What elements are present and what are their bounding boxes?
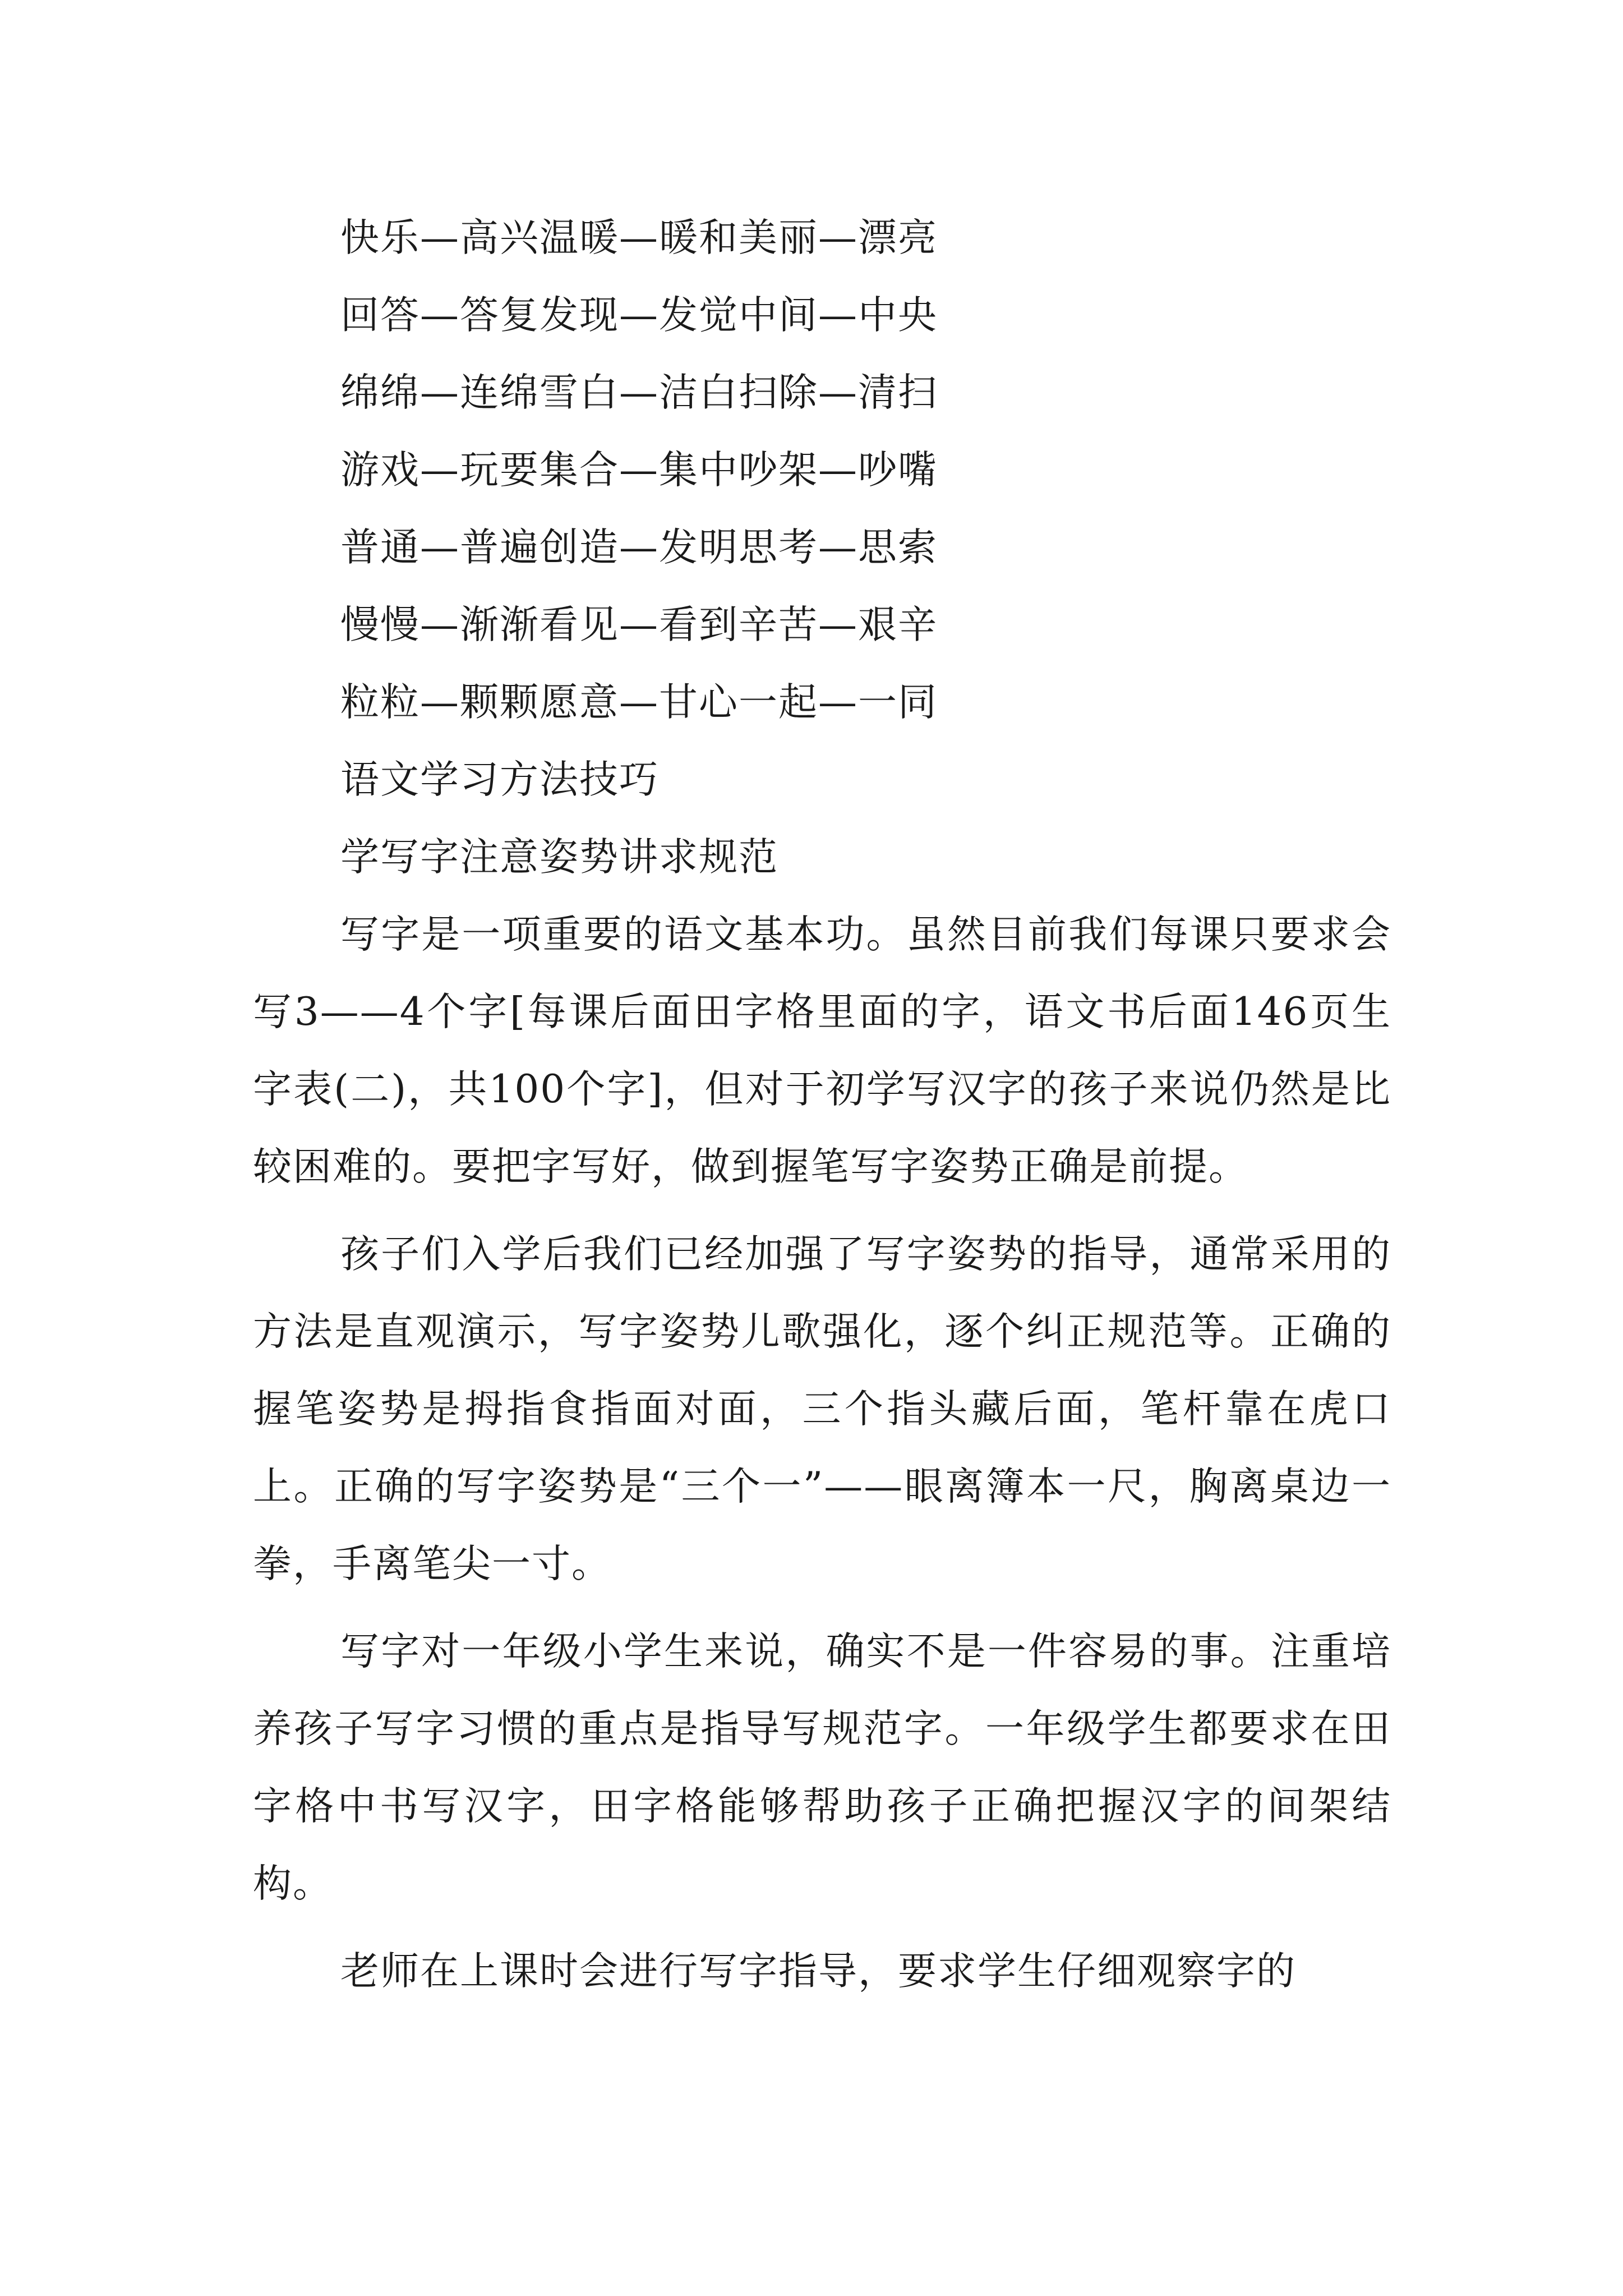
word-list-line-5: 普通—普遍创造—发明思考—思索	[340, 525, 938, 570]
section-subtitle: 学写字注意姿势讲求规范	[340, 835, 778, 880]
paragraph-2: 孩子们入学后我们已经加强了写字姿势的指导，通常采用的方法是直观演示，写字姿势儿歌强化，逐个纠正规范等。正确的握笔姿势是拇指食指面对面，三个指头藏后面，笔杆靠在虎口上。正确的写字姿势是“三个一”——眼离簿本一尺，胸离桌边一拳，手离笔尖一寸。	[253, 1232, 1391, 1586]
word-list-line-1: 快乐—高兴温暖—暖和美丽—漂亮	[340, 215, 938, 260]
word-list-line-4: 游戏—玩要集合—集中吵架—吵嘴	[340, 448, 938, 493]
word-list-line-2: 回答—答复发现—发觉中间—中央	[340, 293, 938, 338]
section-title: 语文学习方法技巧	[340, 757, 659, 802]
synonym-word-list	[253, 199, 1391, 741]
word-list-line-7: 粒粒—颗颗愿意—甘心一起—一同	[340, 680, 938, 725]
word-list-line-6: 慢慢—渐渐看见—看到辛苦—艰辛	[340, 602, 938, 647]
word-list-line-3: 绵绵—连绵雪白—洁白扫除—清扫	[340, 370, 938, 415]
paragraph-1: 写字是一项重要的语文基本功。虽然目前我们每课只要求会写3——4个字[每课后面田字格里面的字，语文书后面146页生字表(二)，共100个字]，但对于初学写汉字的孩子来说仍然是比较困难的。要把字写好，做到握笔写字姿势正确是前提。	[253, 912, 1391, 1189]
document-body	[253, 199, 1391, 2020]
paragraph-4: 老师在上课时会进行写字指导，要求学生仔细观察字的	[340, 1949, 1296, 1994]
paragraph-3: 写字对一年级小学生来说，确实不是一件容易的事。注重培养孩子写字习惯的重点是指导写规范字。一年级学生都要求在田字格中书写汉字，田字格能够帮助孩子正确把握汉字的间架结构。	[253, 1629, 1391, 1906]
